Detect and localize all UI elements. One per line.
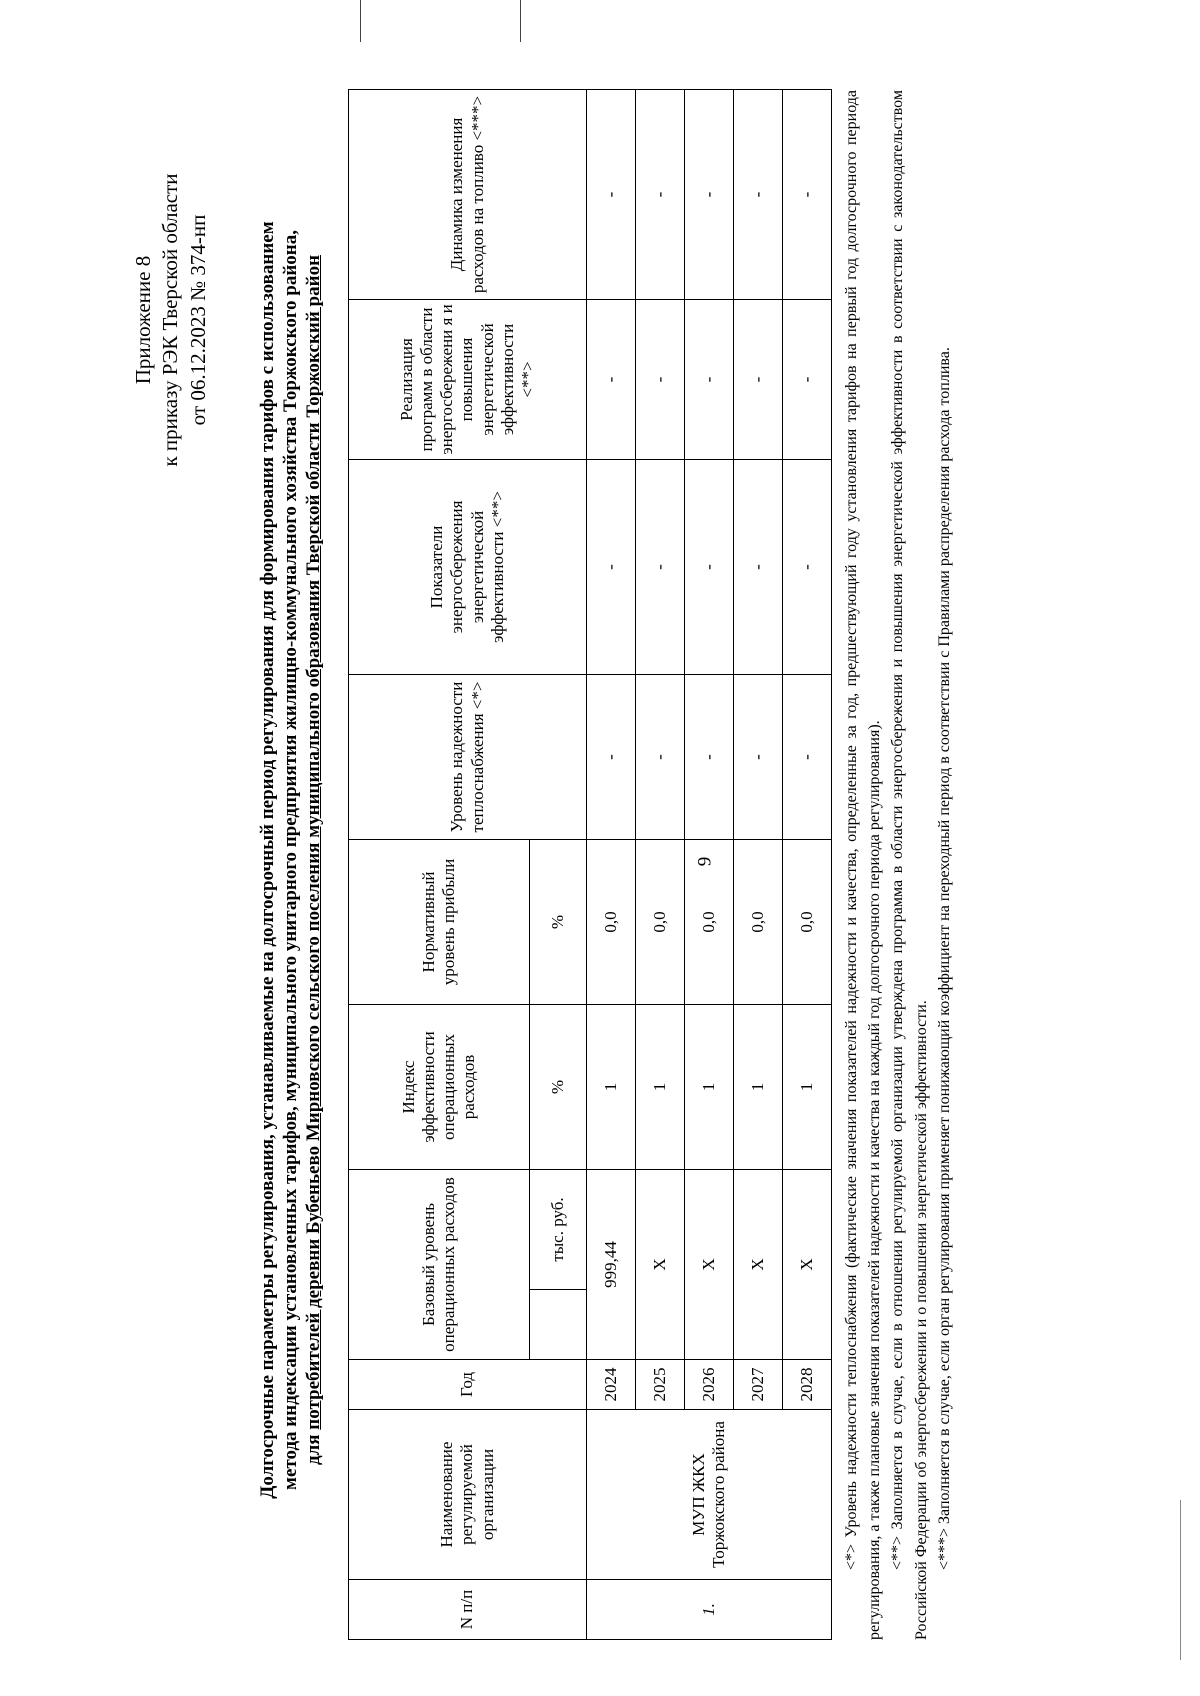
cell-efficiency-index: 1 <box>783 1004 832 1169</box>
table-header-row <box>349 89 530 1639</box>
cell-year: 2026 <box>685 1360 734 1410</box>
cell-base-level: Х <box>734 1169 783 1359</box>
footnote: <*> Уровень надежности теплоснабжения (фактические значения показателей надежности и качества, определенные за год, предшествующий году установления тарифов на первый год долгосрочного периода регулирования, а также плановые значения показателей надежности и качества на каждый год долгосрочного периода регулирования). <box>843 90 884 1640</box>
header-num: N п/п <box>349 1580 587 1640</box>
units-profit-level: % <box>530 839 587 1004</box>
cell-efficiency-index: 1 <box>734 1004 783 1169</box>
title-underlined: потребителей деревни Бубеньево Мирновского сельского поселения муниципального образования Тверской области Торжокский район <box>303 254 325 1430</box>
cell-reliability: - <box>734 674 783 839</box>
cell-year: 2025 <box>636 1360 685 1410</box>
header-reliability: Уровень надежности теплоснабжения <*> <box>349 674 587 839</box>
header-efficiency-index: Индекс эффективности операционных расходов <box>349 1004 530 1169</box>
header-programs: Реализация программ в области энергосбережени я и повышения энергетической эффективности <**> <box>349 299 587 459</box>
cell-programs: - <box>685 299 734 459</box>
scan-artifact-top <box>520 0 521 42</box>
rotated-page-content <box>118 70 1158 1660</box>
title-line <box>302 100 325 1620</box>
cell-base-level: Х <box>783 1169 832 1359</box>
cell-profit-level: 0,0 <box>587 839 636 1004</box>
approval-line: к приказу РЭК Тверской области <box>158 173 183 467</box>
cell-programs: - <box>587 299 636 459</box>
title-line: Долгосрочные параметры регулирования, устанавливаемые на долгосрочный период регулирования для формирования тарифов с использованием <box>257 221 278 1499</box>
table-row <box>783 89 832 1639</box>
header-year: Год <box>349 1360 587 1410</box>
cell-year: 2027 <box>734 1360 783 1410</box>
title-prefix: для <box>303 1429 325 1466</box>
header-fuel-dynamics: Динамика изменения расходов на топливо <***> <box>349 89 587 299</box>
title-line: метода индексации установленных тарифов, муниципального унитарного предприятия жилищно-коммунального хозяйства Торжокского района, <box>280 230 302 1490</box>
approval-line: Приложение 8 <box>131 255 155 385</box>
cell-base-level: 999,44 <box>587 1169 636 1359</box>
cell-efficiency-index: 1 <box>636 1004 685 1169</box>
cell-efficiency-index: 1 <box>587 1004 636 1169</box>
cell-year: 2024 <box>587 1360 636 1410</box>
units-efficiency-index: % <box>530 1004 587 1169</box>
header-profit-level: Нормативный уровень прибыли <box>349 839 530 1004</box>
header-base-level: Базовый уровень операционных расходов <box>349 1169 530 1359</box>
cell-profit-level: 0,0 <box>783 839 832 1004</box>
cell-fuel-dynamics: - <box>734 89 783 299</box>
approval-line: от 06.12.2023 № 374-нп <box>185 214 210 426</box>
table-row <box>734 89 783 1639</box>
footnotes <box>840 90 956 1640</box>
cell-programs: - <box>783 299 832 459</box>
cell-profit-level: 0,0 <box>685 839 734 1004</box>
cell-reliability: - <box>685 674 734 839</box>
cell-reliability: - <box>783 674 832 839</box>
cell-energy-indicators: - <box>587 459 636 674</box>
cell-programs: - <box>636 299 685 459</box>
cell-energy-indicators: - <box>685 459 734 674</box>
footnote: <**> Заполняется в случае, если в отношении регулируемой организации утверждена программа в области энергосбережения и повышения энергетической эффективности в соответствии с законодательством Российской Федерации об энергосбережении и о повышении энергетической эффективности. <box>889 90 930 1640</box>
cell-energy-indicators: - <box>636 459 685 674</box>
document-title <box>256 100 326 1620</box>
cell-reliability: - <box>587 674 636 839</box>
cell-profit-level: 0,0 <box>636 839 685 1004</box>
cell-energy-indicators: - <box>734 459 783 674</box>
footnote: <***> Заполняется в случае, если орган регулирования применяет понижающий коэффициент на переходный период в соответствии с Правилами распределения расхода топлива. <box>935 347 953 1570</box>
units-spacer <box>530 1290 587 1360</box>
approval-block <box>130 100 212 540</box>
table-row <box>685 89 734 1639</box>
cell-fuel-dynamics: - <box>636 89 685 299</box>
cell-profit-level: 0,0 <box>734 839 783 1004</box>
cell-base-level: Х <box>685 1169 734 1359</box>
cell-fuel-dynamics: - <box>587 89 636 299</box>
table-row <box>587 89 636 1639</box>
cell-programs: - <box>734 299 783 459</box>
parameters-table <box>348 89 832 1640</box>
page-number: 9 <box>694 856 716 867</box>
cell-fuel-dynamics: - <box>685 89 734 299</box>
cell-base-level: Х <box>636 1169 685 1359</box>
header-energy-indicators: Показатели энергосбережения энергетической эффективности <**> <box>349 459 587 674</box>
units-base-level: тыс. руб. <box>530 1169 587 1289</box>
table-row <box>636 89 685 1639</box>
cell-year: 2028 <box>783 1360 832 1410</box>
row-organization: МУП ЖКХ Торжокского района <box>587 1410 832 1580</box>
scan-artifact-bottom <box>1180 1500 1181 1660</box>
cell-energy-indicators: - <box>783 459 832 674</box>
cell-efficiency-index: 1 <box>685 1004 734 1169</box>
header-organization: Наименование регулируемой организации <box>349 1410 587 1580</box>
cell-fuel-dynamics: - <box>783 89 832 299</box>
row-num: 1. <box>587 1580 832 1640</box>
scan-artifact-top <box>360 0 361 42</box>
cell-reliability: - <box>636 674 685 839</box>
